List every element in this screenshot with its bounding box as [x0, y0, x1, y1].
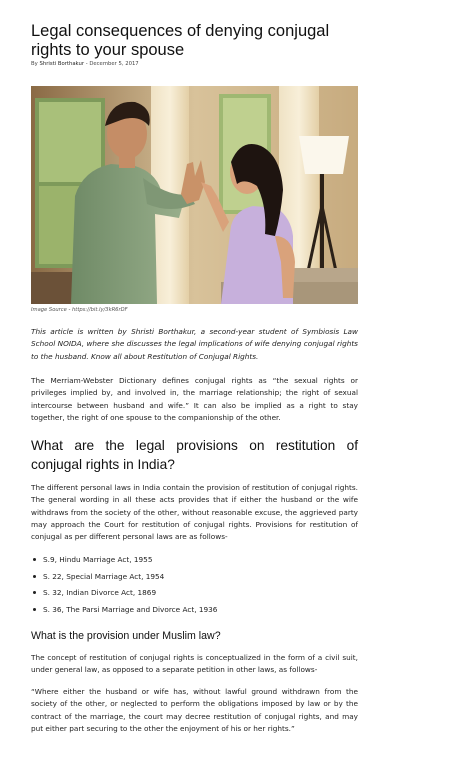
civil-suit-paragraph: The concept of restitution of conjugal rights is conceptualized in the form of a civil suit, under general law, as opposed to a separate petition in other laws, as follows- — [31, 653, 358, 675]
personal-laws-paragraph: The different personal laws in India contain the provision of restitution of conjugal rights. The general wording in all these acts provides that if either the husband or the wife withdraws from the society of the other, without reasonable excuse, the aggrieved party may approach the Court for restitution of conjugal rights. Provisions for restitution of conjugal as per different personal laws are as follows- — [31, 483, 358, 542]
provisions-list — [31, 554, 217, 620]
list-item: S.9, Hindu Marriage Act, 1955 — [31, 554, 217, 571]
list-item: S. 22, Special Marriage Act, 1954 — [31, 571, 217, 588]
article-title: Legal consequences of denying conjugal rights to your spouse — [31, 22, 330, 59]
byline — [31, 61, 139, 67]
section-heading-legal-provisions: What are the legal provisions on restitution of conjugal rights in India? — [31, 438, 358, 472]
section-heading-muslim-law: What is the provision under Muslim law? — [31, 630, 221, 642]
definition-paragraph: The Merriam-Webster Dictionary defines conjugal rights as “the sexual rights or privileges implied by, and involved in, the marriage relationship; the right of sexual intercourse between husband and wife.” It can also be implied as a right to stay together, the right of one spouse to the companionship of the other. — [31, 376, 358, 422]
author-name[interactable]: Shristi Borthakur — [39, 61, 85, 67]
byline-prefix: By — [31, 61, 38, 67]
image-caption: Image Source - https://bit.ly/3kR6rDF — [31, 307, 128, 313]
quoted-provision-paragraph: “Where either the husband or wife has, without lawful ground withdrawn from the society of the other, or neglected to perform the obligations imposed by law or by the contract of the marriage, the court may decree restitution of conjugal rights, and may put either part securing to the other the enjoyment of his or her rights.” — [31, 687, 358, 733]
list-item: S. 36, The Parsi Marriage and Divorce Act, 1936 — [31, 604, 217, 621]
list-item: S. 32, Indian Divorce Act, 1869 — [31, 587, 217, 604]
byline-separator: - — [85, 61, 88, 67]
intro-paragraph: This article is written by Shristi Borthakur, a second-year student of Symbiosis Law School NOIDA, where she discusses the legal implications of wife denying conjugal rights to the husband. Know all about Restitution of Conjugal Rights. — [31, 327, 358, 361]
article-photo — [31, 86, 358, 304]
publish-date: December 5, 2017 — [89, 61, 139, 67]
